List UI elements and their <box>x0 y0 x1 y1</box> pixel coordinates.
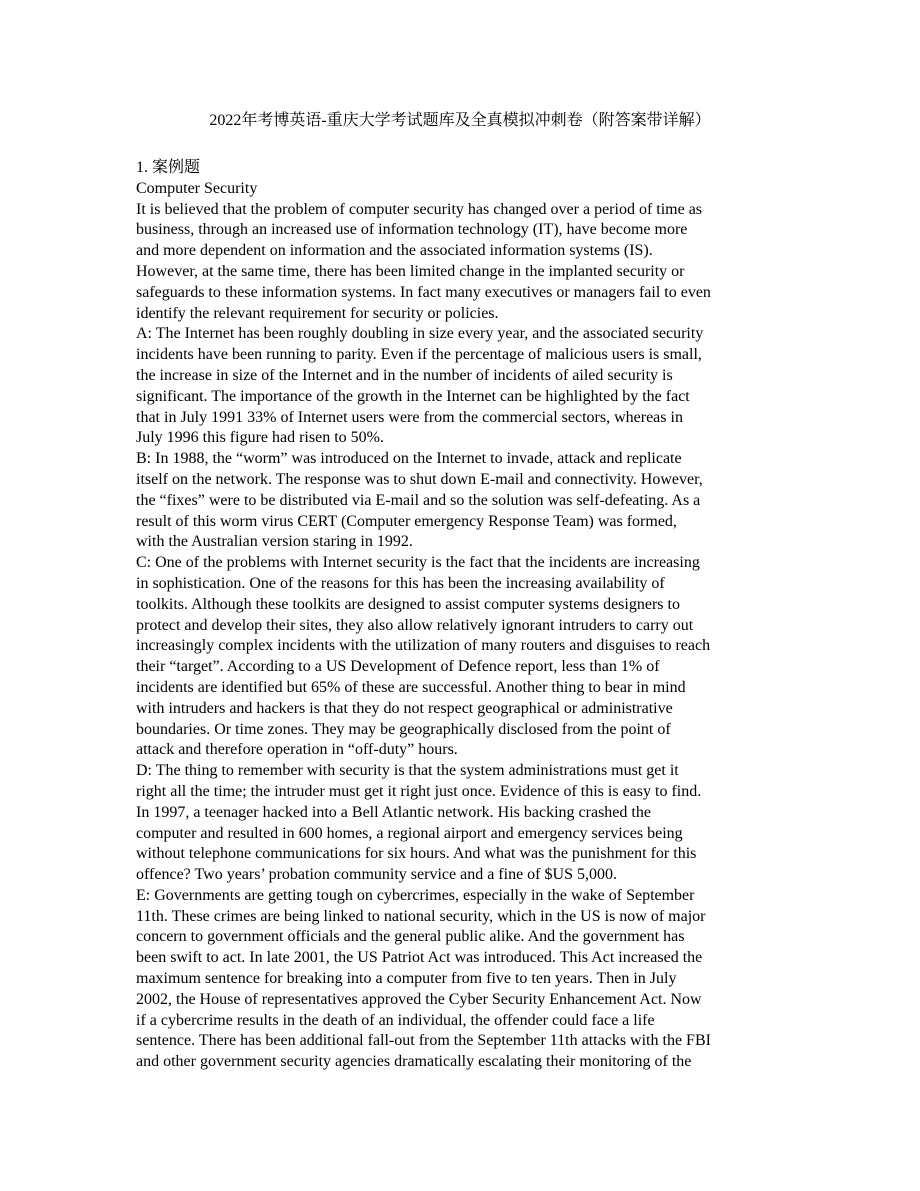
passage-line: significant. The importance of the growth in the Internet can be highlighted by the fact <box>136 387 690 405</box>
passage-line: C: One of the problems with Internet security is the fact that the incidents are increasing <box>136 554 700 572</box>
passage-line: toolkits. Although these toolkits are designed to assist computer systems designers to <box>136 595 680 613</box>
passage-line: and other government security agencies dramatically escalating their monitoring of the <box>136 1053 692 1071</box>
passage-line: result of this worm virus CERT (Computer emergency Response Team) was formed, <box>136 512 677 530</box>
passage-line: It is believed that the problem of computer security has changed over a period of time as <box>136 200 703 218</box>
passage-line: that in July 1991 33% of Internet users were from the commercial sectors, whereas in <box>136 408 683 426</box>
document-title: 2022年考博英语-重庆大学考试题库及全真模拟冲刺卷（附答案带详解） <box>209 112 711 129</box>
passage-line: offence? Two years’ probation community service and a fine of $US 5,000. <box>136 866 617 884</box>
passage-line: with the Australian version staring in 1992. <box>136 533 413 551</box>
passage-line: computer and resulted in 600 homes, a regional airport and emergency services being <box>136 824 683 842</box>
passage-line: concern to government officials and the general public alike. And the government has <box>136 928 685 946</box>
passage-line: incidents are identified but 65% of these are successful. Another thing to bear in mind <box>136 678 686 696</box>
passage-line: business, through an increased use of information technology (IT), have become more <box>136 221 688 239</box>
passage-line: incidents have been running to parity. Even if the percentage of malicious users is small, <box>136 346 702 364</box>
passage-text <box>136 200 796 1073</box>
passage-line: attack and therefore operation in “off-duty” hours. <box>136 741 458 759</box>
passage-line: safeguards to these information systems. In fact many executives or managers fail to even <box>136 283 711 301</box>
passage-title: Computer Security <box>136 179 258 197</box>
passage-line: sentence. There has been additional fall-out from the September 11th attacks with the FBI <box>136 1032 711 1050</box>
passage-line: July 1996 this figure had risen to 50%. <box>136 429 384 447</box>
passage-line: D: The thing to remember with security is that the system administrations must get it <box>136 762 679 780</box>
passage-line: with intruders and hackers is that they do not respect geographical or administrative <box>136 699 673 717</box>
passage-line: without telephone communications for six hours. And what was the punishment for this <box>136 845 697 863</box>
passage-line: B: In 1988, the “worm” was introduced on the Internet to invade, attack and replicate <box>136 450 682 468</box>
passage-line: their “target”. According to a US Development of Defence report, less than 1% of <box>136 658 660 676</box>
passage-line: in sophistication. One of the reasons for this has been the increasing availability of <box>136 574 665 592</box>
document-body <box>136 158 796 1073</box>
passage-line: itself on the network. The response was to shut down E-mail and connectivity. However, <box>136 470 703 488</box>
question-heading: 1. 案例题 <box>136 159 201 176</box>
passage-line: 2002, the House of representatives approved the Cyber Security Enhancement Act. Now <box>136 990 702 1008</box>
passage-line: increasingly complex incidents with the utilization of many routers and disguises to reach <box>136 637 711 655</box>
passage-line: protect and develop their sites, they also allow relatively ignorant intruders to carry out <box>136 616 694 634</box>
passage-line: identify the relevant requirement for security or policies. <box>136 304 499 322</box>
passage-line: A: The Internet has been roughly doubling in size every year, and the associated security <box>136 325 704 343</box>
passage-line: E: Governments are getting tough on cybercrimes, especially in the wake of September <box>136 886 695 904</box>
passage-line: right all the time; the intruder must get it right just once. Evidence of this is easy to find. <box>136 782 702 800</box>
passage-line: However, at the same time, there has been limited change in the implanted security or <box>136 262 685 280</box>
passage-line: maximum sentence for breaking into a computer from five to ten years. Then in July <box>136 970 677 988</box>
passage-line: been swift to act. In late 2001, the US Patriot Act was introduced. This Act increased the <box>136 949 703 967</box>
passage-line: if a cybercrime results in the death of an individual, the offender could face a life <box>136 1011 655 1029</box>
passage-line: the “fixes” were to be distributed via E-mail and so the solution was self-defeating. As a <box>136 491 701 509</box>
passage-line: 11th. These crimes are being linked to national security, which in the US is now of major <box>136 907 706 925</box>
passage-line: In 1997, a teenager hacked into a Bell Atlantic network. His backing crashed the <box>136 803 651 821</box>
passage-line: the increase in size of the Internet and in the number of incidents of ailed security is <box>136 366 673 384</box>
passage-line: and more dependent on information and the associated information systems (IS). <box>136 242 653 260</box>
passage-line: boundaries. Or time zones. They may be geographically disclosed from the point of <box>136 720 671 738</box>
